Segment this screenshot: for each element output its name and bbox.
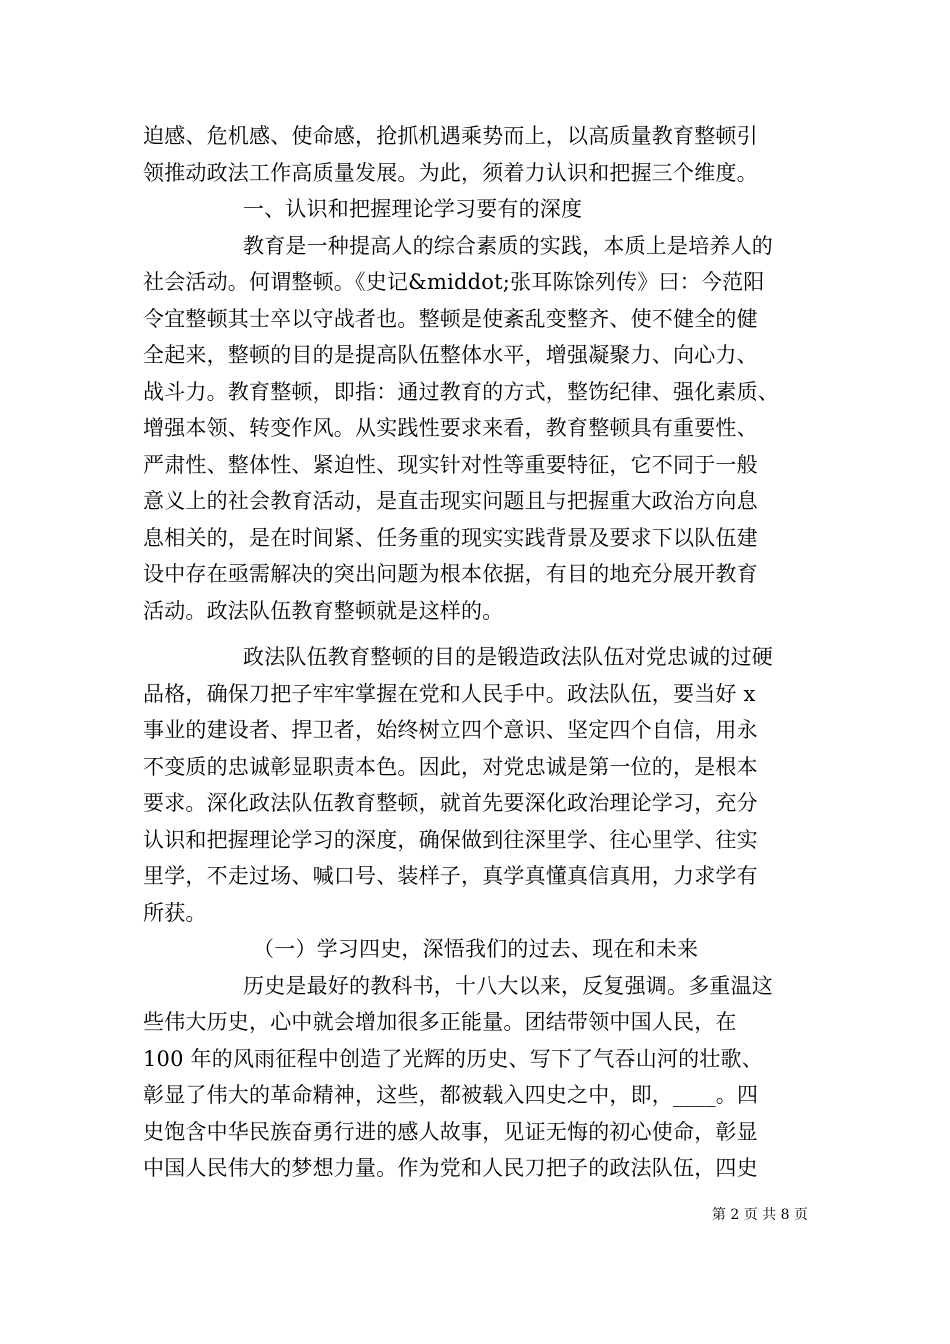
text-line: 严肃性、整体性、紧迫性、现实针对性等重要特征，它不同于一般 [143,452,758,477]
text-line: 全起来，整顿的目的是提高队伍整体水平，增强凝聚力、向心力、 [143,343,758,367]
text-line: 战斗力。教育整顿，即指：通过教育的方式，整饬纪律、强化素质、 [143,379,779,404]
text-line: 要求。深化政法队伍教育整顿，就首先要深化政治理论学习，充分 [143,791,758,815]
text-line: 彰显了伟大的革命精神，这些，都被载入四史之中，即，____。四 [143,1083,759,1107]
text-line: 品格，确保刀把子牢牢掌握在党和人民手中。政法队伍，要当好 x [143,681,756,706]
text-line: 意义上的社会教育活动，是直击现实问题且与把握重大政治方向息 [143,489,758,513]
text-line: 迫感、危机感、使命感，抢抓机遇乘势而上，以高质量教育整顿引 [143,124,758,148]
text-line: 令宜整顿其士卒以守战者也。整顿是使紊乱变整齐、使不健全的健 [143,306,758,331]
text-line: 100 年的风雨征程中创造了光辉的历史、写下了气吞山河的壮歌、 [143,1046,763,1071]
text-line: 教育是一种提高人的综合素质的实践，本质上是培养人的 [243,233,773,258]
text-line: 不变质的忠诚彰显职责本色。因此，对党忠诚是第一位的，是根本 [143,754,758,779]
text-line: 活动。政法队伍教育整顿就是这样的。 [143,598,504,623]
text-line: 增强本领、转变作风。从实践性要求来看，教育整顿具有重要性、 [143,416,758,440]
text-line: 社会活动。何谓整顿。《史记&middot;张耳陈馀列传》曰：今范阳 [143,270,765,294]
text-line: 些伟大历史，心中就会增加很多正能量。团结带领中国人民，在 [143,1010,737,1034]
text-line: 事业的建设者、捍卫者，始终树立四个意识、坚定四个自信，用永 [143,718,758,742]
document-body [143,118,808,1187]
text-line: 认识和把握理论学习的深度，确保做到往深里学、往心里学、往实 [143,827,758,852]
text-line: 设中存在亟需解决的突出问题为根本依据，有目的地充分展开教育 [143,562,758,586]
subsection-heading: （一）学习四史，深悟我们的过去、现在和未来 [253,937,699,961]
text-line: 政法队伍教育整顿的目的是锻造政法队伍对党忠诚的过硬 [243,645,773,669]
text-line: 所获。 [143,900,207,925]
text-line: 里学，不走过场、喊口号、装样子，真学真懂真信真用，力求学有 [143,864,758,888]
text-line: 历史是最好的教科书，十八大以来，反复强调。多重温这 [243,973,773,998]
section-heading: 一、认识和把握理论学习要有的深度 [243,197,583,221]
page-number-footer: 第 2 页 共 8 页 [711,1207,808,1223]
text-line: 史饱含中华民族奋勇行进的感人故事，见证无悔的初心使命，彰显 [143,1119,758,1144]
text-line: 中国人民伟大的梦想力量。作为党和人民刀把子的政法队伍，四史 [143,1156,758,1180]
paragraph-gap [143,629,808,639]
text-line: 领推动政法工作高质量发展。为此，须着力认识和把握三个维度。 [143,160,758,185]
text-line: 息相关的，是在时间紧、任务重的现实实践背景及要求下以队伍建 [143,525,758,550]
